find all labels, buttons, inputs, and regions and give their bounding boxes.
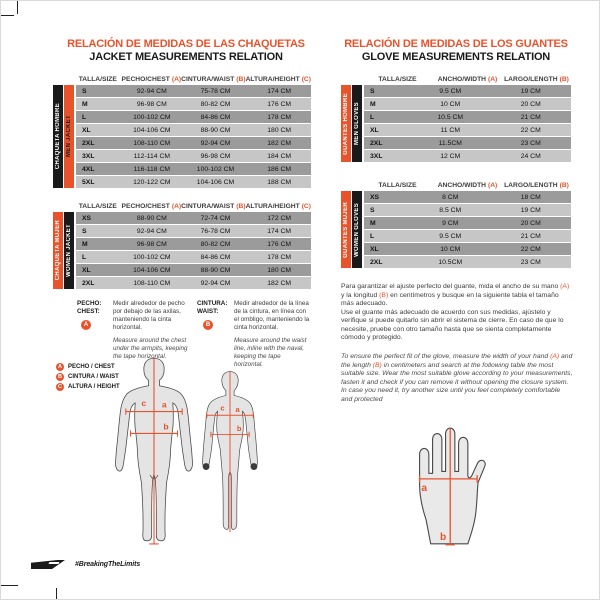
table-row — [364, 256, 571, 268]
height-cell: 176 CM — [267, 100, 292, 108]
table-row — [76, 212, 311, 224]
letter-badge-b: B — [203, 320, 213, 330]
column-header-label: TALLA/SIZE — [378, 181, 417, 189]
waist-instruction-en: Measure around the waist line, inline with the naval, keeping the tape horizontal. — [234, 337, 307, 369]
chest-cell: 92-94 CM — [136, 87, 167, 95]
waist-cell: 84-86 CM — [200, 253, 231, 261]
table-row — [76, 225, 311, 237]
mark-b: (B) — [372, 361, 382, 369]
side-label-chaqueta-mujer: CHAQUETA MUJER — [53, 212, 63, 289]
column-header-letter: (A) — [171, 75, 182, 83]
mark-a: (A) — [560, 283, 570, 290]
column-header-label: CINTURA/WAIST — [181, 75, 235, 83]
waist-label-en: WAIST: — [197, 308, 219, 316]
waist-cell: 96-98 CM — [200, 152, 231, 160]
height-cell: 174 CM — [267, 227, 292, 235]
side-label-chaqueta-hombre: CHAQUETA HOMBRE — [53, 85, 63, 188]
crop-mark-bottom-left — [56, 588, 57, 600]
column-header — [502, 76, 571, 83]
width-cell: 8 CM — [442, 193, 459, 201]
legend-letter-badge: A — [56, 363, 64, 371]
height-cell: 174 CM — [267, 87, 292, 95]
chest-cell: 100-102 CM — [133, 253, 171, 261]
chest-cell: 108-110 CM — [133, 139, 171, 147]
column-header-label: LARGO/LENGTH — [504, 181, 558, 189]
height-cell: 182 CM — [267, 279, 292, 287]
height-cell: 182 CM — [267, 139, 292, 147]
table-women-gloves — [341, 179, 571, 269]
table-men-gloves — [341, 73, 571, 163]
table-row — [364, 191, 571, 203]
waist-instruction-es: Medir alrededor de la línea de la cintura, en línea con el ombligo, manteniendo la cinta horizontal. — [234, 300, 310, 331]
waist-cell: 84-86 CM — [200, 113, 231, 121]
column-header-label: TALLA/SIZE — [78, 202, 117, 210]
glove-instructions-en — [341, 353, 573, 404]
glove-title-en: GLOVE MEASUREMENTS RELATION — [361, 51, 551, 63]
length-cell: 21 CM — [520, 113, 541, 121]
height-cell: 172 CM — [267, 214, 292, 222]
chest-cell: 108-110 CM — [133, 279, 171, 287]
size-cell: L — [370, 232, 375, 240]
chest-cell: 96-98 CM — [136, 100, 167, 108]
table-header-row — [364, 179, 571, 191]
label-c: c — [220, 403, 225, 413]
mark-b: (B) — [379, 291, 389, 299]
waist-cell: 80-82 CM — [200, 100, 231, 108]
column-header — [364, 182, 433, 189]
column-header-letter: (B) — [559, 181, 569, 189]
side-label-men-jacket: MEN JACKET — [64, 85, 74, 188]
chest-label-en: CHEST: — [77, 308, 100, 316]
hand-outline — [420, 428, 486, 544]
length-cell: 20 CM — [520, 219, 541, 227]
column-header — [122, 76, 182, 83]
table-row — [76, 150, 311, 162]
table-header-row — [364, 73, 571, 85]
length-cell: 23 CM — [520, 139, 541, 147]
chest-cell: 100-102 CM — [133, 113, 171, 121]
body-diagram-female — [189, 354, 271, 549]
size-cell: S — [370, 87, 375, 95]
size-cell: M — [82, 240, 88, 248]
width-cell: 9.5 CM — [439, 232, 462, 240]
column-header — [246, 203, 311, 210]
chest-instruction-en: Measure around the chest under the armpits, keeping the tape horizontal. — [113, 337, 188, 361]
glove-es-text: Para garantizar el ajuste perfecto del guante, mida el ancho de su mano — [341, 283, 561, 290]
size-cell: 5XL — [82, 178, 95, 186]
footer — [31, 560, 140, 569]
waist-cell: 76-78 CM — [200, 227, 231, 235]
size-cell: XL — [370, 245, 379, 253]
table-row — [76, 98, 311, 110]
column-header — [502, 182, 571, 189]
glove-en-text: and the length — [341, 353, 573, 369]
legend-label: PECHO / CHEST — [68, 364, 115, 370]
column-header-label: PECHO/CHEST — [121, 202, 170, 210]
table-women-jackets — [53, 200, 311, 290]
table-row — [76, 264, 311, 276]
table-row — [76, 137, 311, 149]
column-header — [181, 203, 245, 210]
legend-letter-badge: C — [56, 383, 64, 391]
width-cell: 9 CM — [442, 219, 459, 227]
chest-cell: 96-98 CM — [136, 240, 167, 248]
width-cell: 10.5CM — [438, 258, 463, 266]
side-label-men-gloves: MEN GLOVES — [352, 85, 362, 162]
side-label-guantes-hombre: GUANTES HOMBRE — [341, 85, 351, 162]
width-cell: 9.5 CM — [439, 87, 462, 95]
glove-title-es: RELACIÓN DE MEDIDAS DE LOS GUANTES — [344, 38, 568, 50]
height-cell: 180 CM — [267, 126, 292, 134]
size-cell: 2XL — [82, 139, 95, 147]
table-row — [364, 150, 571, 162]
size-cell: S — [82, 87, 87, 95]
column-header-letter: (A) — [171, 202, 182, 210]
waist-cell: 80-82 CM — [200, 240, 231, 248]
size-cell: XS — [370, 193, 380, 201]
chest-label-es: PECHO: — [77, 300, 102, 307]
chest-cell: 120-122 CM — [133, 178, 171, 186]
crop-mark-bottom-left — [1, 585, 18, 586]
column-header-label: PECHO/CHEST — [121, 75, 170, 83]
chest-cell: 104-106 CM — [133, 126, 171, 134]
glove-es-text: en centímetros y busque en la siguiente tabla el tamaño más adecuado. — [341, 291, 559, 308]
table-row — [364, 98, 571, 110]
length-cell: 19 CM — [520, 206, 541, 214]
body-diagram-male — [107, 354, 201, 549]
width-cell: 10.5 CM — [437, 113, 464, 121]
length-cell: 22 CM — [520, 126, 541, 134]
height-cell: 188 CM — [267, 178, 292, 186]
glove-en-text: in centimeters and search at the following table the most suitable size. Wear the most suitable glove according to your measurements, fasten it and check if you can remove it without opening the closure system. — [341, 361, 573, 386]
height-cell: 178 CM — [267, 113, 292, 121]
table-row — [364, 124, 571, 136]
size-cell: 3XL — [82, 152, 95, 160]
column-header-letter: (B) — [559, 75, 569, 83]
waist-cell: 88-90 CM — [200, 126, 231, 134]
chest-cell: 104-106 CM — [133, 266, 171, 274]
column-header-label: ALTURA/HEIGHT — [245, 202, 300, 210]
side-label-women-jacket: WOMEN JACKET — [64, 212, 74, 289]
crop-mark-top-left — [17, 1, 18, 14]
table-row — [364, 217, 571, 229]
column-header — [76, 203, 122, 210]
height-cell: 184 CM — [267, 152, 292, 160]
column-header-label: TALLA/SIZE — [378, 75, 417, 83]
table-row — [76, 238, 311, 250]
glove-en-text-2: In case you need it, try another size until you feel completely comfortable and protected — [341, 387, 561, 403]
table-row — [364, 85, 571, 97]
chest-cell: 116-118 CM — [133, 165, 171, 173]
column-header-label: ANCHO/WIDTH — [437, 181, 486, 189]
column-header — [433, 76, 502, 83]
chest-instruction-es: Medir alrededor de pecho por debajo de las axilas, manteniendo la cinta horizontal. — [113, 300, 185, 331]
table-row — [76, 85, 311, 97]
instruction-chest — [77, 300, 195, 361]
side-label-women-gloves: WOMEN GLOVES — [352, 191, 362, 268]
length-cell: 24 CM — [520, 152, 541, 160]
size-cell: 2XL — [370, 258, 383, 266]
table-row — [364, 137, 571, 149]
size-cell: M — [370, 100, 376, 108]
chest-cell: 92-94 CM — [136, 227, 167, 235]
legend-label: CINTURA / WAIST — [68, 374, 119, 380]
size-cell: XL — [82, 126, 91, 134]
column-header — [246, 76, 311, 83]
table-header-row — [76, 73, 311, 85]
waist-cell: 92-94 CM — [200, 139, 231, 147]
size-cell: XL — [370, 126, 379, 134]
table-header-row — [76, 200, 311, 212]
size-cell: 4XL — [82, 165, 95, 173]
size-cell: S — [370, 206, 375, 214]
label-c: c — [141, 398, 147, 409]
size-cell: XS — [82, 214, 92, 222]
label-b: b — [236, 424, 242, 433]
size-cell: M — [82, 100, 88, 108]
size-cell: L — [370, 113, 375, 121]
female-hand-left — [203, 463, 210, 470]
size-cell: 2XL — [370, 139, 383, 147]
brand-logo — [31, 560, 65, 569]
label-b: b — [163, 421, 169, 432]
waist-cell: 92-94 CM — [200, 279, 231, 287]
mark-a: (A) — [550, 353, 560, 360]
column-header-label: ANCHO/WIDTH — [437, 75, 486, 83]
column-header — [122, 203, 182, 210]
table-row — [76, 176, 311, 188]
width-cell: 11.5CM — [438, 139, 462, 147]
column-header — [76, 76, 122, 83]
waist-cell: 75-78 CM — [200, 87, 231, 95]
table-row — [76, 124, 311, 136]
table-row — [76, 251, 311, 263]
column-header-label: TALLA/SIZE — [78, 75, 117, 83]
glove-instructions-es — [341, 283, 573, 343]
glove-en-text: To ensure the perfect fit of the glove, measure the width of your hand — [341, 353, 551, 360]
waist-label-es: CINTURA: — [197, 300, 228, 307]
column-header-label: CINTURA/WAIST — [181, 202, 235, 210]
size-cell: 2XL — [82, 279, 95, 287]
size-cell: S — [82, 227, 87, 235]
height-cell: 180 CM — [267, 266, 292, 274]
column-header — [181, 76, 245, 83]
column-header — [433, 182, 502, 189]
jacket-section-title — [57, 38, 315, 64]
label-a: a — [421, 482, 428, 494]
crop-mark-top-left — [1, 15, 14, 16]
column-header-label: ALTURA/HEIGHT — [245, 75, 300, 83]
table-row — [76, 111, 311, 123]
length-cell: 19 CM — [520, 87, 541, 95]
height-cell: 186 CM — [267, 165, 292, 173]
letter-badge-a: A — [81, 320, 91, 330]
length-cell: 18 CM — [520, 193, 541, 201]
column-header-letter: (C) — [301, 202, 311, 210]
table-row — [76, 163, 311, 175]
width-cell: 8.5 CM — [439, 206, 462, 214]
size-cell: 3XL — [370, 152, 383, 160]
chest-cell: 112-114 CM — [133, 152, 171, 160]
table-row — [364, 111, 571, 123]
column-header-letter: (A) — [488, 75, 498, 83]
column-header — [364, 76, 433, 83]
width-cell: 11 CM — [440, 126, 460, 134]
height-cell: 176 CM — [267, 240, 292, 248]
table-row — [76, 277, 311, 289]
column-header-letter: (B) — [236, 75, 246, 83]
column-header-label: LARGO/LENGTH — [504, 75, 558, 83]
glove-es-text-2: Use el guante más adecuado de acuerdo con sus medidas, ajústelo y verifique si puede quitarlo sin abrir el sistema de cierre. En caso de que lo necesite, pruebe con otro tamaño hasta que se sienta completamente cómodo y protegido. — [341, 308, 564, 342]
length-cell: 22 CM — [520, 245, 541, 253]
height-cell: 178 CM — [267, 253, 292, 261]
size-cell: XL — [82, 266, 91, 274]
width-cell: 12 CM — [440, 152, 461, 160]
label-a: a — [235, 404, 240, 414]
jacket-title-en: JACKET MEASUREMENTS RELATION — [89, 51, 283, 63]
label-b: b — [440, 532, 447, 544]
legend-label: ALTURA / HEIGHT — [68, 384, 120, 390]
length-cell: 23 CM — [520, 258, 541, 266]
glove-section-title — [336, 38, 576, 64]
size-cell: L — [82, 113, 87, 121]
table-row — [364, 204, 571, 216]
size-cell: L — [82, 253, 87, 261]
length-cell: 21 CM — [520, 232, 541, 240]
glove-es-text: y la longitud — [341, 291, 380, 299]
column-header-letter: (A) — [488, 181, 498, 189]
side-label-guantes-mujer: GUANTES MUJER — [341, 191, 351, 268]
column-header-letter: (C) — [301, 75, 311, 83]
width-cell: 10 CM — [440, 245, 461, 253]
waist-cell: 88-90 CM — [200, 266, 231, 274]
width-cell: 10 CM — [440, 100, 461, 108]
table-row — [364, 230, 571, 242]
hand-diagram — [397, 425, 509, 555]
waist-cell: 100-102 CM — [196, 165, 235, 173]
length-cell: 20 CM — [520, 100, 541, 108]
size-cell: M — [370, 219, 376, 227]
column-header-letter: (B) — [236, 202, 246, 210]
chest-cell: 88-90 CM — [136, 214, 167, 222]
table-row — [364, 243, 571, 255]
table-men-jackets — [53, 73, 311, 189]
waist-cell: 104-106 CM — [196, 178, 235, 186]
waist-cell: 72-74 CM — [200, 214, 231, 222]
legend-letter-badge: B — [56, 373, 64, 381]
footer-hashtag: #BreakingTheLimits — [75, 561, 141, 568]
label-a: a — [161, 399, 167, 410]
female-hand-right — [251, 463, 258, 470]
jacket-title-es: RELACIÓN DE MEDIDAS DE LAS CHAQUETAS — [67, 38, 305, 50]
